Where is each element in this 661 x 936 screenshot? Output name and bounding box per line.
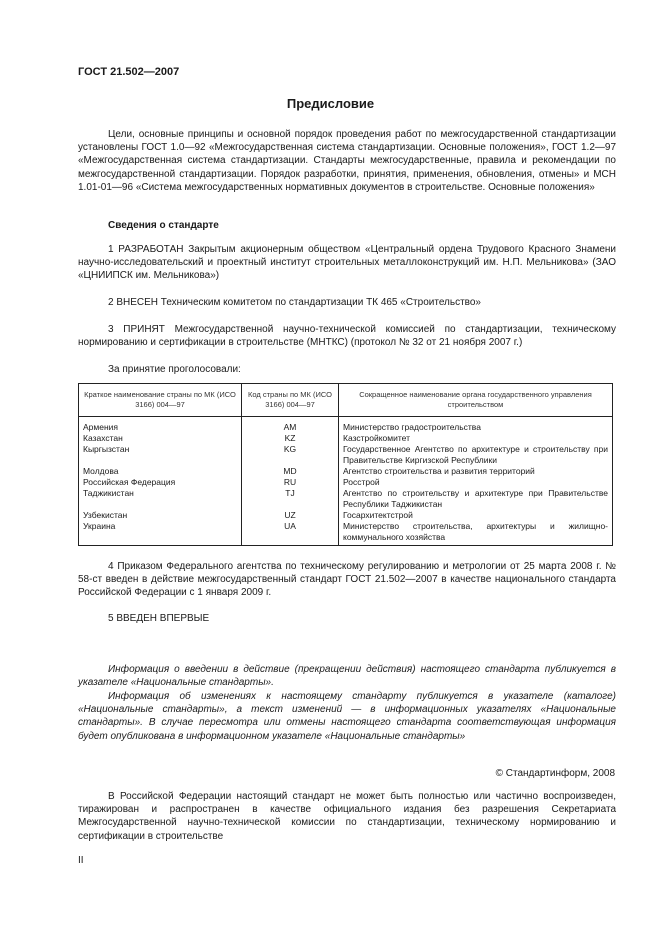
table-row	[79, 521, 613, 546]
code-cell: MD	[242, 466, 339, 477]
organ-cell: Росстрой	[339, 477, 613, 488]
column-header-code: Код страны по МК (ИСО 3166) 004—97	[242, 384, 339, 417]
country-cell: Молдова	[79, 466, 242, 477]
organ-cell: Госархитектстрой	[339, 510, 613, 521]
country-cell: Армения	[79, 417, 242, 434]
info-heading: Сведения о стандарте	[108, 220, 219, 231]
copyright: © Стандартинформ, 2008	[495, 768, 615, 779]
code-cell: AM	[242, 417, 339, 434]
voted-label: За принятие проголосовали:	[108, 364, 241, 375]
item-first-introduced: 5 ВВЕДЕН ВПЕРВЫЕ	[108, 613, 210, 624]
country-cell: Таджикистан	[79, 488, 242, 510]
page-title: Предисловие	[286, 96, 375, 111]
notice-changes: Информация об изменениях к настоящему стандарту публикуется в указателе (каталоге) «Национальные стандарты», а текст изменений — в информационных указателях «Национальные стандарты». В случае пересмотра или отмены настоящего стандарта соответствующая информация будет опубликована в информационном указателе «Национальные стандарты»	[78, 691, 616, 742]
item-developed: 1 РАЗРАБОТАН Закрытым акционерным обществом «Центральный ордена Трудового Красного Знамени научно-исследовательский и проектный институт строительных металлоконструкций им. Н.П. Мельникова» (ЗАО «ЦНИИПСК им. Мельникова»)	[78, 244, 616, 282]
organ-cell: Казстройкомитет	[339, 433, 613, 444]
page-number: II	[78, 855, 84, 866]
code-cell: UA	[242, 521, 339, 546]
country-cell: Украина	[79, 521, 242, 546]
item-adopted: 3 ПРИНЯТ Межгосударственной научно-технической комиссией по стандартизации, техническому нормированию и сертификации в строительстве (МНТКС) (протокол № 32 от 21 ноября 2007 г.)	[78, 324, 616, 349]
intro-paragraph: Цели, основные принципы и основной порядок проведения работ по межгосударственной стандартизации установлены ГОСТ 1.0—92 «Межгосударственная система стандартизации. Основные положения», ГОСТ 1.2—97 «Межгосударственная система стандартизации. Стандарты межгосударственные, правила и рекомендации по межгосударственной стандартизации. Порядок разработки, принятия, применения, обновления, отмены» и МСН 1.01-01—96 «Система межгосударственных нормативных документов в строительстве. Основные положения»	[78, 129, 616, 193]
item-enacted: 4 Приказом Федерального агентства по техническому регулированию и метрологии от 25 марта 2008 г. № 58-ст введен в действие межгосударственный стандарт ГОСТ 21.502—2007 в качестве национального стандарта Российской Федерации с 1 января 2009 г.	[78, 561, 616, 599]
organ-cell: Агентство по строительству и архитектуре при Правительстве Республики Таджикистан	[339, 488, 613, 510]
column-header-country: Краткое наименование страны по МК (ИСО 3166) 004—97	[79, 384, 242, 417]
country-cell: Узбекистан	[79, 510, 242, 521]
table-row	[79, 477, 613, 488]
table-header-row	[79, 384, 613, 417]
document-code: ГОСТ 21.502—2007	[78, 66, 180, 78]
code-cell: UZ	[242, 510, 339, 521]
organ-cell: Министерство градостроительства	[339, 417, 613, 434]
table-row	[79, 444, 613, 466]
code-cell: TJ	[242, 488, 339, 510]
column-header-organ: Сокращенное наименование органа государственного управления строительством	[339, 384, 613, 417]
table-row	[79, 510, 613, 521]
country-cell: Кыргызстан	[79, 444, 242, 466]
code-cell: KZ	[242, 433, 339, 444]
voting-table	[78, 383, 613, 546]
item-introduced: 2 ВНЕСЕН Техническим комитетом по стандартизации ТК 465 «Строительство»	[108, 297, 481, 308]
table-row	[79, 417, 613, 434]
organ-cell: Государственное Агентство по архитектуре и строительству при Правительстве Киргизской Республики	[339, 444, 613, 466]
table-row	[79, 466, 613, 477]
table-row	[79, 433, 613, 444]
notice-publication: Информация о введении в действие (прекращении действия) настоящего стандарта публикуется в указателе «Национальные стандарты».	[78, 664, 616, 689]
code-cell: KG	[242, 444, 339, 466]
country-cell: Российская Федерация	[79, 477, 242, 488]
code-cell: RU	[242, 477, 339, 488]
country-cell: Казахстан	[79, 433, 242, 444]
table-row	[79, 488, 613, 510]
organ-cell: Агентство строительства и развития территорий	[339, 466, 613, 477]
rights-statement: В Российской Федерации настоящий стандарт не может быть полностью или частично воспроизведен, тиражирован и распространен в качестве официального издания без разрешения Секретариата Межгосударственной научно-технической комиссии по стандартизации, техническому нормированию и сертификации в строительстве	[78, 791, 616, 842]
organ-cell: Министерство строительства, архитектуры и жилищно-коммунального хозяйства	[339, 521, 613, 546]
